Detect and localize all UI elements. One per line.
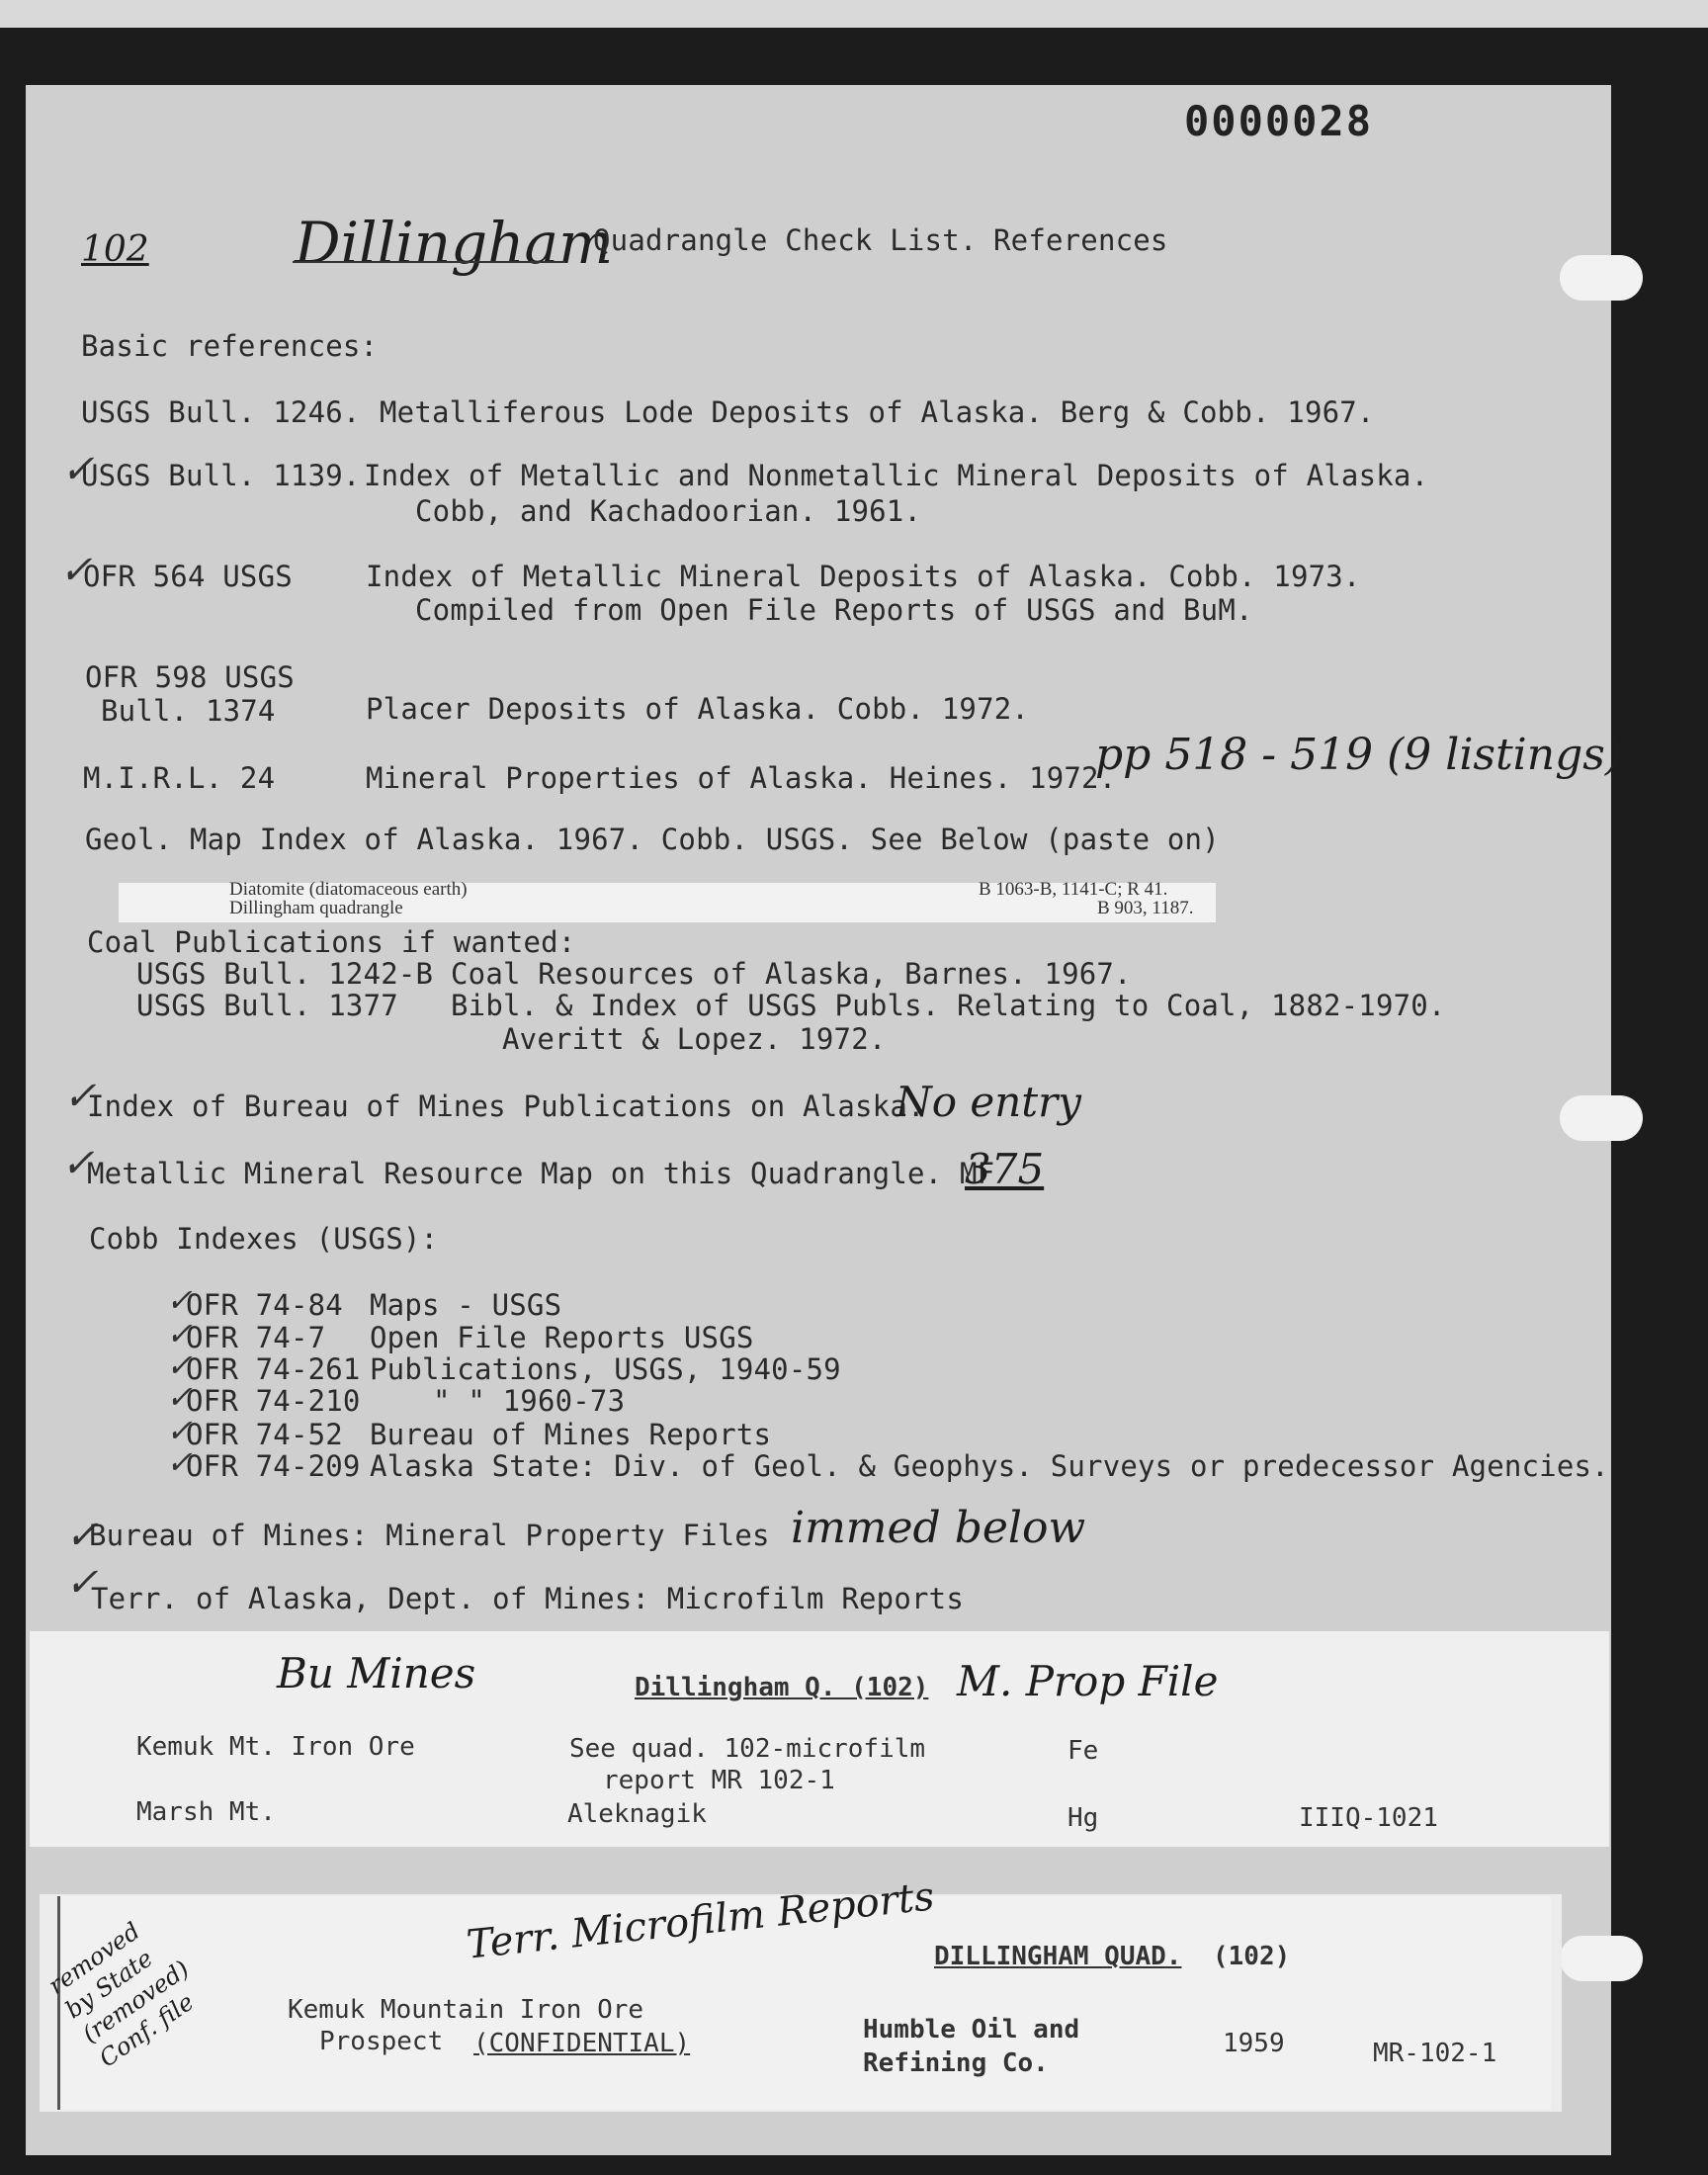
slip2-name-line2: Prospect	[319, 2027, 444, 2056]
slip1-row1-name: Kemuk Mt. Iron Ore	[136, 1732, 415, 1762]
coal-2-id: USGS Bull. 1377	[136, 989, 398, 1022]
check-mark-icon: ✓	[59, 548, 93, 593]
slip1-row1-desc-line2: report MR 102-1	[603, 1766, 835, 1795]
ref-3-id: OFR 564 USGS	[83, 560, 293, 593]
quad-number: 102	[81, 229, 149, 270]
cobb-item-2-text: Open File Reports USGS	[370, 1321, 754, 1354]
terr-microfilm-card	[40, 1873, 1562, 2112]
cobb-heading: Cobb Indexes (USGS):	[89, 1222, 439, 1256]
ref-3-text: Index of Metallic Mineral Deposits of Alaska. Cobb. 1973.	[366, 560, 1361, 593]
check-mark-icon: ✓	[63, 1074, 97, 1119]
strip-line2-ref: B 903, 1187.	[1097, 898, 1194, 918]
check-mark-icon: ✓	[166, 1412, 193, 1449]
coal-1-text: Coal Resources of Alaska, Barnes. 1967.	[451, 957, 1132, 991]
ref-5-text: Mineral Properties of Alaska. Heines. 1972.	[366, 761, 1117, 795]
bom-files-text: Bureau of Mines: Mineral Property Files	[89, 1519, 770, 1552]
slip1-row2-name: Marsh Mt.	[136, 1797, 276, 1827]
metallic-map-handwritten-number: 375	[965, 1145, 1045, 1193]
check-mark-icon: ✓	[166, 1443, 193, 1481]
ref-3-text-line2: Compiled from Open File Reports of USGS and BuM.	[415, 593, 1253, 627]
slip2-handwritten-label: Terr. Microfilm Reports	[464, 1873, 937, 1968]
check-mark-icon: ✓	[166, 1347, 193, 1384]
cobb-item-4-id: OFR 74-210	[186, 1384, 361, 1418]
punch-hole-top	[1560, 255, 1643, 301]
check-mark-icon: ✓	[65, 1560, 99, 1606]
ref-1-id: USGS Bull. 1246.	[81, 395, 361, 429]
cobb-item-6-id: OFR 74-209	[186, 1449, 361, 1483]
strip-line1-ref: B 1063-B, 1141-C; R 41.	[979, 879, 1168, 900]
ref-5-handwritten-note: pp 518 - 519 (9 listings)	[1095, 730, 1622, 780]
ref-4-text: Placer Deposits of Alaska. Cobb. 1972.	[366, 692, 1030, 726]
slip2-year: 1959	[1223, 2029, 1285, 2058]
slip2-name-line1: Kemuk Mountain Iron Ore	[288, 1995, 644, 2025]
check-mark-icon: ✓	[65, 1513, 99, 1558]
ref-4-id: OFR 598 USGS	[85, 660, 295, 694]
coal-1-id: USGS Bull. 1242-B	[136, 957, 434, 991]
page-title-references: References	[993, 223, 1168, 257]
check-mark-icon: ✓	[166, 1281, 193, 1319]
slip1-title: Dillingham Q. (102)	[635, 1673, 929, 1702]
cobb-item-1-text: Maps - USGS	[370, 1288, 562, 1322]
check-mark-icon: ✓	[166, 1378, 193, 1416]
slip2-handwritten-side-note: removed by State (removed) Conf. file	[43, 1917, 200, 2073]
check-mark-icon: ✓	[61, 1141, 95, 1186]
cobb-item-3-text: Publications, USGS, 1940-59	[370, 1352, 841, 1386]
punch-hole-bottom	[1560, 1936, 1643, 1981]
metallic-map-text: Metallic Mineral Resource Map on this Quadrangle. MF	[87, 1157, 995, 1190]
ref-2-text: Index of Metallic and Nonmetallic Mineral Deposits of Alaska.	[364, 459, 1429, 492]
bu-mines-property-card	[30, 1631, 1609, 1847]
slip2-title-number: (102)	[1213, 1942, 1291, 1971]
pasted-index-strip	[119, 879, 1216, 922]
cobb-item-3-id: OFR 74-261	[186, 1352, 361, 1386]
cobb-item-6-text: Alaska State: Div. of Geol. & Geophys. Surveys or predecessor Agencies.	[370, 1449, 1609, 1483]
ref-4-id-line2: Bull. 1374	[101, 694, 276, 728]
cobb-item-4-text: " " 1960-73	[433, 1384, 626, 1418]
check-mark-icon: ✓	[166, 1315, 193, 1352]
check-mark-icon: ✓	[61, 447, 95, 492]
slip2-code: MR-102-1	[1373, 2039, 1497, 2068]
cobb-item-5-text: Bureau of Mines Reports	[370, 1418, 772, 1451]
strip-line1-label: Diatomite (diatomaceous earth)	[229, 879, 468, 900]
quad-name-underline	[293, 261, 565, 263]
bom-index-text: Index of Bureau of Mines Publications on Alaska.	[87, 1089, 925, 1123]
coal-heading: Coal Publications if wanted:	[87, 925, 576, 959]
terr-microfilm-card-body	[43, 1873, 1551, 2110]
ref-5-id: M.I.R.L. 24	[83, 761, 276, 795]
coal-2-text: Bibl. & Index of USGS Publs. Relating to Coal, 1882-1970.	[451, 989, 1446, 1022]
ref-1-text: Metalliferous Lode Deposits of Alaska. Berg & Cobb. 1967.	[380, 395, 1375, 429]
slip2-title: DILLINGHAM QUAD.	[934, 1942, 1182, 1971]
strip-line2-label: Dillingham quadrangle	[229, 898, 403, 918]
coal-2-text-line2: Averitt & Lopez. 1972.	[502, 1022, 887, 1056]
slip2-company-line1: Humble Oil and	[863, 2015, 1080, 2044]
cobb-item-2-id: OFR 74-7	[186, 1321, 326, 1354]
document-number: 0000028	[1184, 97, 1374, 145]
slip1-handwritten-label: Bu Mines	[277, 1649, 476, 1697]
ref-2-id: USGS Bull. 1139.	[81, 459, 361, 492]
slip2-company-line2: Refining Co.	[863, 2048, 1049, 2078]
slip1-row2-desc: Aleknagik	[567, 1799, 707, 1829]
cobb-item-5-id: OFR 74-52	[186, 1418, 343, 1451]
slip1-row1-symbol: Fe	[1068, 1736, 1099, 1766]
slip1-row1-desc: See quad. 102-microfilm	[569, 1734, 926, 1764]
page-title: Quadrangle Check List.	[593, 223, 978, 257]
quad-name: Dillingham	[295, 210, 614, 277]
bom-files-handwritten-note: immed below	[791, 1503, 1086, 1553]
punch-hole-middle	[1560, 1095, 1643, 1141]
ref-6-text: Geol. Map Index of Alaska. 1967. Cobb. USGS. See Below (paste on)	[85, 823, 1220, 856]
slip1-row2-code: IIIQ-1021	[1299, 1803, 1438, 1833]
slip1-handwritten-title: M. Prop File	[957, 1657, 1219, 1705]
bom-index-handwritten-note: No entry	[896, 1078, 1081, 1126]
terr-dept-mines-text: Terr. of Alaska, Dept. of Mines: Microfilm Reports	[91, 1582, 964, 1615]
slip1-row2-symbol: Hg	[1068, 1803, 1099, 1833]
ref-2-text-line2: Cobb, and Kachadoorian. 1961.	[415, 494, 922, 528]
cobb-item-1-id: OFR 74-84	[186, 1288, 343, 1322]
slip2-confidential: (CONFIDENTIAL)	[473, 2029, 691, 2058]
basic-references-heading: Basic references:	[81, 329, 379, 363]
